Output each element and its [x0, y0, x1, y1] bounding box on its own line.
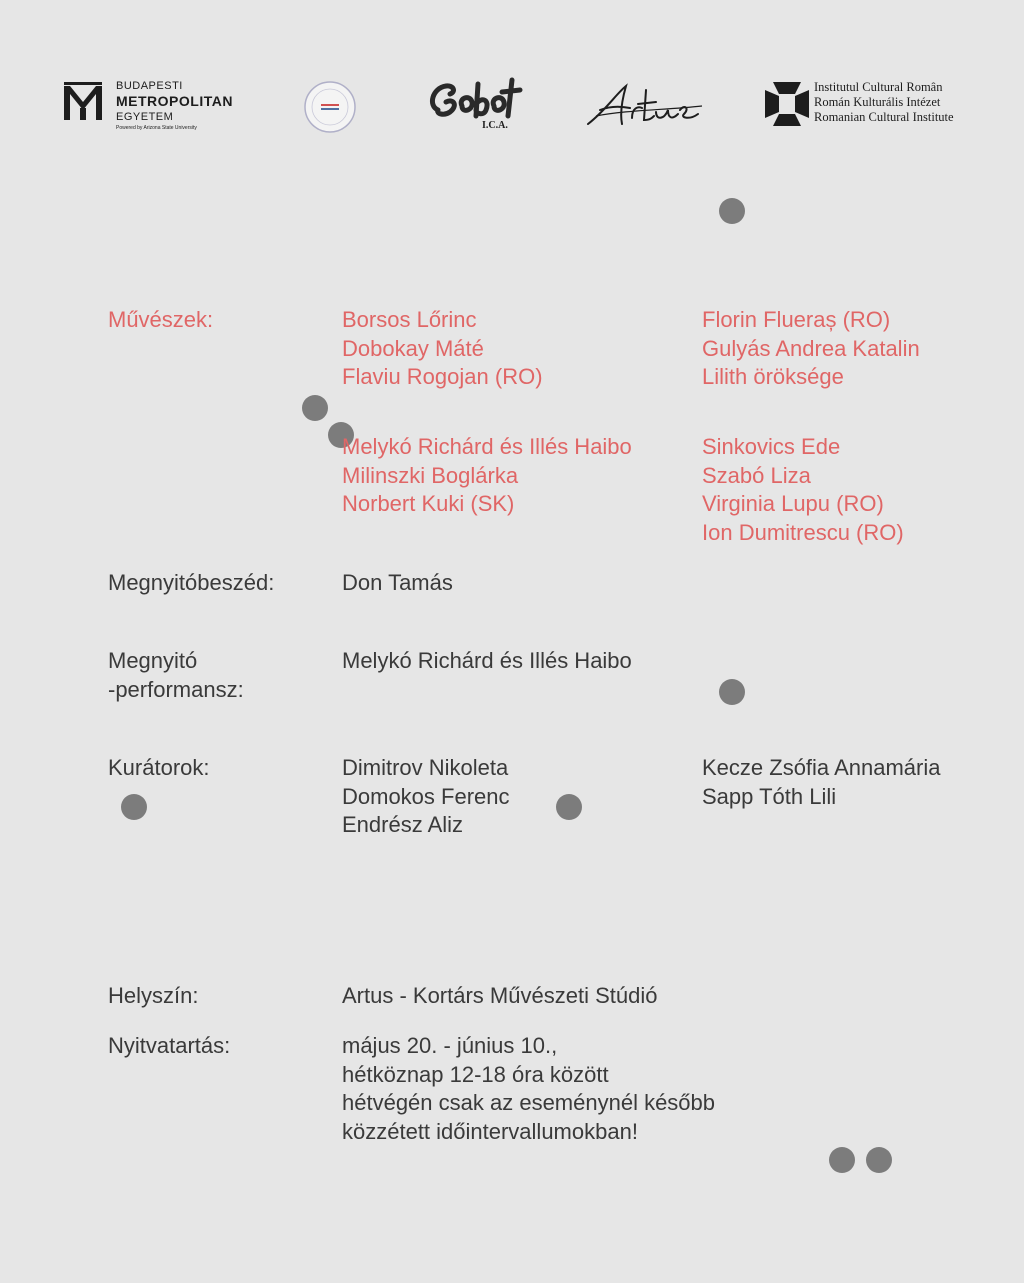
curator-name: Kecze Zsófia Annamária — [702, 755, 941, 780]
opening-speech-value: Don Tamás — [342, 570, 453, 595]
bme-line3: EGYETEM — [116, 111, 174, 123]
artist-name: Lilith öröksége — [702, 364, 844, 389]
curators-label: Kurátorok: — [108, 755, 210, 780]
artus-logo — [586, 80, 704, 128]
artist-name: Virginia Lupu (RO) — [702, 491, 884, 516]
bme-monogram-icon — [62, 82, 104, 124]
decorative-dot — [719, 198, 745, 224]
bme-line1: BUDAPESTI — [116, 80, 183, 92]
hours-line: május 20. - június 10., — [342, 1033, 558, 1058]
decorative-dot — [866, 1147, 892, 1173]
venue-value: Artus - Kortárs Művészeti Stúdió — [342, 983, 658, 1008]
opening-performance-label-line1: Megnyitó — [108, 648, 198, 673]
curator-name: Sapp Tóth Lili — [702, 783, 837, 809]
opening-speech-label: Megnyitóbeszéd: — [108, 570, 275, 595]
artist-name: Borsos Lőrinc — [342, 307, 477, 332]
artist-name: Szabó Liza — [702, 462, 811, 488]
institute-seal-logo — [303, 80, 357, 134]
icr-logo — [765, 80, 985, 128]
decorative-dot — [302, 395, 328, 421]
curators-col1 — [342, 754, 510, 840]
artus-script-icon — [586, 80, 704, 128]
curator-name: Dimitrov Nikoleta — [342, 755, 509, 780]
artist-name: Milinszki Boglárka — [342, 462, 519, 488]
hours-label: Nyitvatartás: — [108, 1033, 231, 1058]
artist-name: Melykó Richárd és Illés Haibo — [342, 434, 632, 459]
seal-icon — [303, 80, 357, 134]
opening-performance-label — [108, 647, 244, 704]
curators-col2 — [702, 754, 940, 811]
hours-line: közzétett időintervallumokban! — [342, 1118, 638, 1144]
artists-col1-group1 — [342, 306, 543, 392]
bme-logo — [62, 80, 242, 136]
artist-name: Florin Flueraș (RO) — [702, 307, 891, 332]
artists-col2-group2 — [702, 433, 904, 547]
hours-line: hétköznap 12-18 óra között — [342, 1061, 609, 1087]
ica-text: I.C.A. — [482, 120, 508, 131]
icr-line3: Romanian Cultural Institute — [814, 110, 954, 124]
artist-name: Norbert Kuki (SK) — [342, 491, 515, 516]
artists-label: Művészek: — [108, 307, 214, 332]
godot-script-icon — [428, 76, 523, 122]
decorative-dot — [556, 794, 582, 820]
curator-name: Domokos Ferenc — [342, 783, 510, 809]
artist-name: Ion Dumitrescu (RO) — [702, 519, 904, 545]
decorative-dot — [719, 679, 745, 705]
artists-col1-group2 — [342, 433, 632, 519]
hours-value — [342, 1032, 715, 1146]
curator-name: Endrész Aliz — [342, 812, 464, 837]
venue-label: Helyszín: — [108, 983, 199, 1008]
bme-line4: Powered by Arizona State University — [116, 125, 197, 131]
hours-line: hétvégén csak az eseménynél később — [342, 1090, 716, 1115]
artists-col2-group1 — [702, 306, 920, 392]
artist-name: Flaviu Rogojan (RO) — [342, 364, 543, 389]
opening-performance-value: Melykó Richárd és Illés Haibo — [342, 648, 632, 673]
decorative-dot — [829, 1147, 855, 1173]
artist-name: Gulyás Andrea Katalin — [702, 335, 920, 361]
decorative-dot — [121, 794, 147, 820]
artist-name: Sinkovics Ede — [702, 434, 841, 459]
bme-line2: METROPOLITAN — [116, 93, 233, 109]
artist-name: Dobokay Máté — [342, 335, 484, 361]
icr-line2: Román Kulturális Intézet — [814, 95, 941, 109]
godot-ica-logo — [428, 76, 528, 136]
icr-emblem-icon — [765, 82, 809, 126]
opening-performance-label-line2: -performansz: — [108, 676, 244, 702]
icr-line1: Institutul Cultural Român — [814, 80, 943, 94]
